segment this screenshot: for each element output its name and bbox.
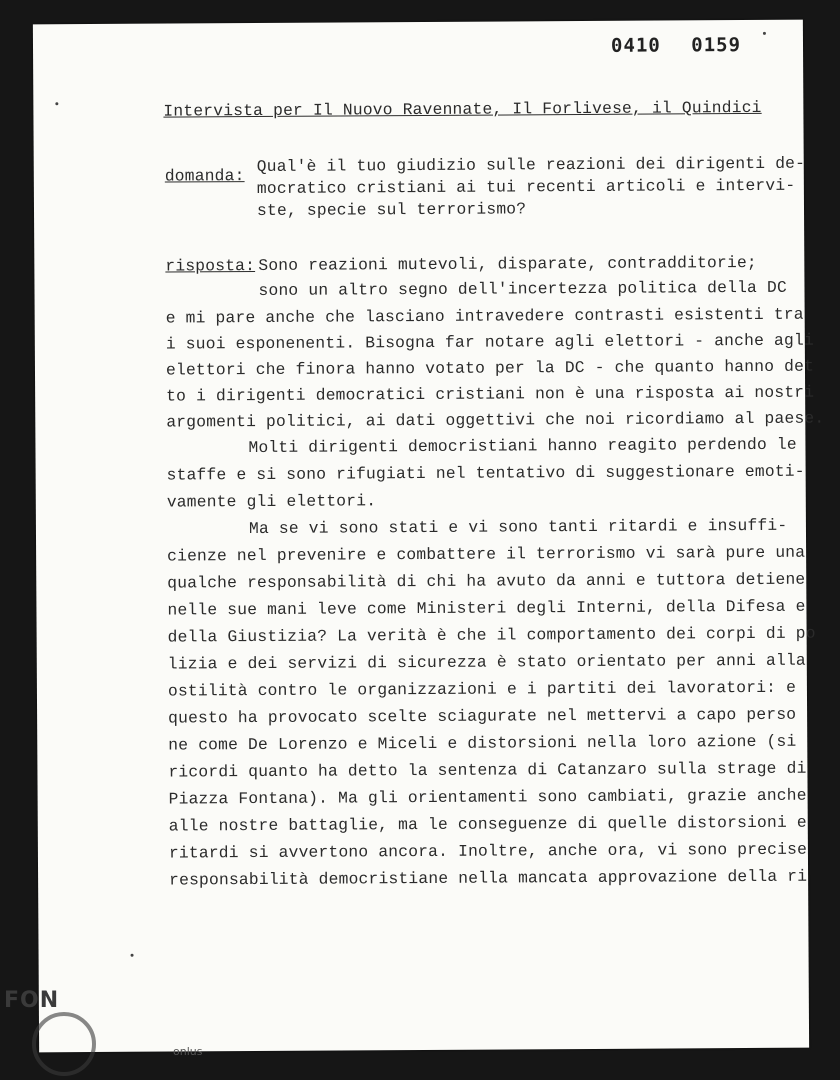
paper-speck [55,102,58,105]
answer-line: ostilità contro le organizzazioni e i partiti dei lavoratori: e [167,677,797,701]
answer-line: responsabilità democristiane nella mancata approvazione della ri [169,866,808,890]
archive-number-series: 0410 [610,34,661,57]
answer-line: nelle sue mani leve come Ministeri degli Interni, della Difesa e [167,596,806,620]
answer-line: ricordi quanto ha detto la sentenza di Catanzaro sulla strage di [168,758,807,782]
watermark-logo-ring [32,1012,96,1076]
answer-line: Molti dirigenti democristiani hanno reagito perdendo le [248,434,797,458]
answer-line: lizia e dei servizi di sicurezza è stato orientato per anni alla [167,650,806,674]
archive-number [611,34,741,57]
answer-line: ritardi si avvertono ancora. Inoltre, anche ora, vi sono precise [168,839,808,863]
watermark-subtext: onlus [173,1045,203,1058]
answer-line: vamente gli elettori. [166,491,377,512]
answer-first-line: Sono reazioni mutevoli, disparate, contradditorie; [258,252,757,275]
question-label: domanda: [164,166,245,186]
answer-line: elettori che finora hanno votato per la DC - che quanto hanno det [165,356,815,380]
archive-number-page: 0159 [691,34,742,57]
answer-line: i suoi esponenenti. Bisogna far notare agli elettori - anche agli [165,330,814,354]
answer-line: alle nostre battaglie, ma le conseguenze di quelle distorsioni e [168,812,807,836]
answer-line: qualche responsabilità di chi ha avuto da anni e tuttora detiene [167,569,806,593]
paper-speck [763,32,766,35]
answer-line: cienze nel prevenire e combattere il terrorismo vi sarà pure una [167,542,806,566]
answer-line: e mi pare anche che lasciano intravedere contrasti esistenti tra [165,304,804,328]
document-page [33,20,825,1053]
answer-line: staffe e si sono rifugiati nel tentativo di suggestionare emoti- [166,461,805,485]
answer-label: risposta: [165,256,256,276]
document-title: Intervista per Il Nuovo Ravennate, Il Forlivese, il Quindici [163,97,762,121]
answer-line: to i dirigenti democratici cristiani non è una risposta ai nostri [166,382,815,406]
question-line: ste, specie sul terrorismo? [256,199,527,220]
watermark-logo: FON [4,988,60,1013]
question-line: mocratico cristiani ai tui recenti articoli e intervi- [256,175,796,198]
answer-line: ne come De Lorenzo e Miceli e distorsioni nella loro azione (si [168,731,797,755]
question-line: Qual'è il tuo giudizio sulle reazioni dei dirigenti de- [256,153,806,176]
answer-line: argomenti politici, ai dati oggettivi che noi ricordiamo al paese. [166,408,825,432]
answer-line: Piazza Fontana). Ma gli orientamenti sono cambiati, grazie anche [168,785,807,809]
answer-line: questo ha provocato scelte sciagurate nel mettervi a capo perso [168,704,797,728]
answer-line: Ma se vi sono stati e vi sono tanti ritardi e insuffi- [248,515,788,539]
paper-speck [131,954,134,957]
answer-line: sono un altro segno dell'incertezza politica della DC [258,277,787,300]
answer-line: della Giustizia? La verità è che il comportamento dei corpi di po [167,623,816,647]
